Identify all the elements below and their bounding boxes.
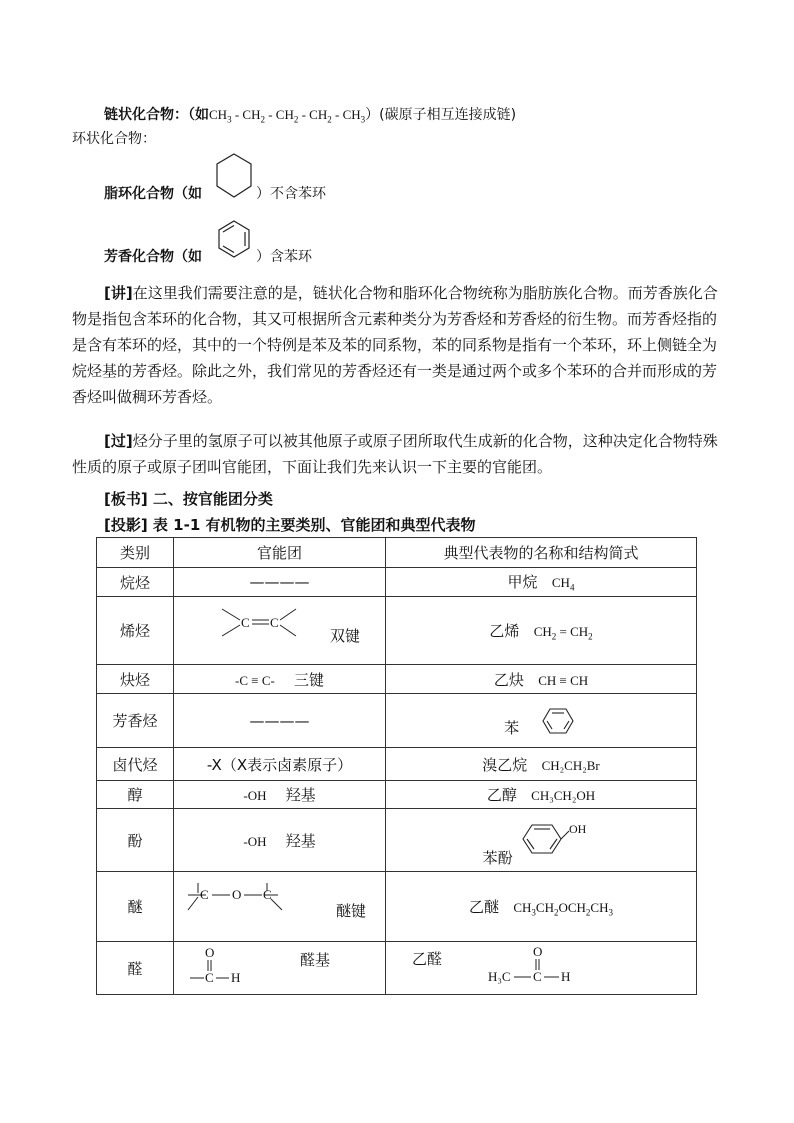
chain-example-open: （如	[188, 107, 209, 123]
rep-name: 乙烯	[489, 621, 520, 640]
header-category: 类别	[97, 538, 174, 568]
category-alkane: 烷烃	[97, 568, 174, 597]
transition-tag: [过]	[104, 432, 133, 450]
fg-alkene	[174, 597, 386, 665]
category-alkyne: 炔烃	[97, 665, 174, 694]
aldehyde-group-structure	[174, 943, 384, 993]
rep-alkane	[386, 568, 697, 597]
svg-text:C: C	[270, 614, 279, 630]
transition-paragraph	[72, 428, 724, 480]
category-alcohol: 醇	[97, 781, 174, 809]
fg-label: 醛基	[300, 951, 331, 969]
benzene-icon	[216, 219, 252, 261]
fg-ether	[174, 872, 386, 942]
fg-alcohol	[174, 781, 386, 809]
rep-name: 乙醚	[469, 897, 500, 916]
rep-alcohol	[386, 781, 697, 809]
rep-name: 乙炔	[493, 670, 524, 689]
table-row	[97, 694, 697, 748]
category-ether: 醚	[97, 872, 174, 942]
cyclohexane-icon	[214, 152, 254, 200]
fg-formula: -C ≡ C-	[235, 672, 275, 688]
svg-text:H: H	[231, 970, 241, 985]
svg-text:C: C	[263, 886, 272, 902]
phenol-structure	[519, 817, 599, 861]
svg-text:C: C	[205, 970, 214, 985]
ring-label: 环状化合物：	[72, 131, 156, 147]
category-arene: 芳香烃	[97, 694, 174, 748]
table-row	[97, 809, 697, 872]
table-row	[97, 942, 697, 995]
transition-text: 烃分子里的氢原子可以被其他原子或原子团所取代生成新的化合物，这种决定化合物特殊性质的原子或原子团叫官能团，下面让我们先来认识一下主要的官能团。	[72, 432, 718, 476]
board-heading: [板书] 二、按官能团分类	[104, 490, 273, 508]
table-row	[97, 872, 697, 942]
benzene-icon	[538, 703, 578, 739]
rep-name: 乙醇	[486, 786, 517, 804]
rep-name: 乙醛	[412, 950, 443, 968]
functional-group-table	[96, 537, 697, 995]
rep-formula: CH₃CH₂OH	[531, 788, 596, 803]
fg-label: 双键	[330, 627, 361, 645]
category-alkene: 烯烃	[97, 597, 174, 665]
fg-formula: -OH	[243, 788, 267, 803]
rep-halide	[386, 748, 697, 781]
rep-ether	[386, 872, 697, 942]
rep-alkene	[386, 597, 697, 665]
rep-formula: CH ≡ CH	[538, 672, 589, 688]
rep-phenol	[386, 809, 697, 872]
aromatic-note: ）含苯环	[256, 249, 312, 265]
rep-name: 苯酚	[482, 848, 513, 867]
alicyclic-note: ）不含苯环	[256, 186, 326, 202]
fg-phenol	[174, 809, 386, 872]
rep-formula: CH₂CH₂Br	[541, 757, 600, 773]
category-phenol: 酚	[97, 809, 174, 872]
svg-text:H₃C: H₃C	[488, 969, 511, 984]
table-row	[97, 597, 697, 665]
rep-arene	[386, 694, 697, 748]
lecture-tag: [讲]	[104, 284, 133, 302]
header-representative: 典型代表物的名称和结构简式	[386, 538, 697, 568]
fg-label: 羟基	[285, 831, 316, 850]
fg-alkyne	[174, 665, 386, 694]
rep-name: 溴乙烷	[482, 755, 528, 774]
category-halide: 卤代烃	[97, 748, 174, 781]
svg-text:O: O	[232, 886, 242, 902]
chain-label: 链状化合物：	[104, 107, 188, 123]
fg-arene: ————	[174, 694, 386, 748]
fg-formula: -OH	[243, 833, 267, 849]
lecture-text: 在这里我们需要注意的是，链状化合物和脂环化合物统称为脂肪族化合物。而芳香族化合物是指包含苯环的化合物，其又可根据所含元素种类分为芳香烃和芳香烃的衍生物。而芳香烃指的是含有苯环的烃，其中的一个特例是苯及苯的同系物，苯的同系物是指有一个苯环，环上侧链全为烷烃基的芳香烃。除此之外，我们常见的芳香烃还有一类是通过两个或多个苯环的合并而形成的芳香烃叫做稠环芳香烃。	[72, 284, 718, 406]
fg-alkane: ————	[174, 568, 386, 597]
chain-compound-line	[104, 104, 516, 125]
rep-alkyne	[386, 665, 697, 694]
table-row	[97, 781, 697, 809]
rep-name: 苯	[504, 718, 520, 737]
rep-formula: $CH_3CH_2OCH_2CH_3$	[513, 899, 613, 918]
category-aldehyde: 醛	[97, 942, 174, 995]
chain-formula: $CH_3 - CH_2 - CH_2 - CH_2 - CH_3$	[209, 107, 366, 125]
lecture-paragraph	[72, 280, 724, 410]
svg-text:O: O	[205, 945, 215, 960]
alicyclic-label: 脂环化合物（如	[104, 186, 202, 202]
table-row	[97, 568, 697, 597]
svg-text:O: O	[533, 944, 543, 959]
aromatic-label: 芳香化合物（如	[104, 249, 202, 265]
svg-text:H: H	[561, 969, 571, 984]
header-functional-group: 官能团	[174, 538, 386, 568]
fg-label: 醚键	[336, 902, 367, 920]
svg-text:C: C	[241, 614, 250, 630]
fg-label: 羟基	[285, 786, 316, 804]
fg-aldehyde	[174, 942, 386, 995]
table-caption: [投影] 表 1-1 有机物的主要类别、官能团和典型代表物	[104, 516, 476, 534]
fg-halide: -X（X表示卤素原子）	[174, 748, 386, 781]
chain-note: ）(碳原子相互连接成链)	[365, 107, 517, 123]
oh-label: OH	[569, 821, 587, 836]
acetaldehyde-structure	[486, 942, 596, 992]
rep-aldehyde	[386, 942, 697, 995]
rep-formula: $CH_2 = CH_2$	[533, 623, 593, 642]
fg-label: 三键	[293, 670, 324, 689]
table-header-row	[97, 538, 697, 568]
rep-formula: $CH_4$	[551, 575, 575, 593]
svg-text:C: C	[200, 886, 209, 902]
svg-text:C: C	[533, 969, 542, 984]
table-row	[97, 748, 697, 781]
rep-name: 甲烷	[507, 573, 538, 592]
table-row	[97, 665, 697, 694]
